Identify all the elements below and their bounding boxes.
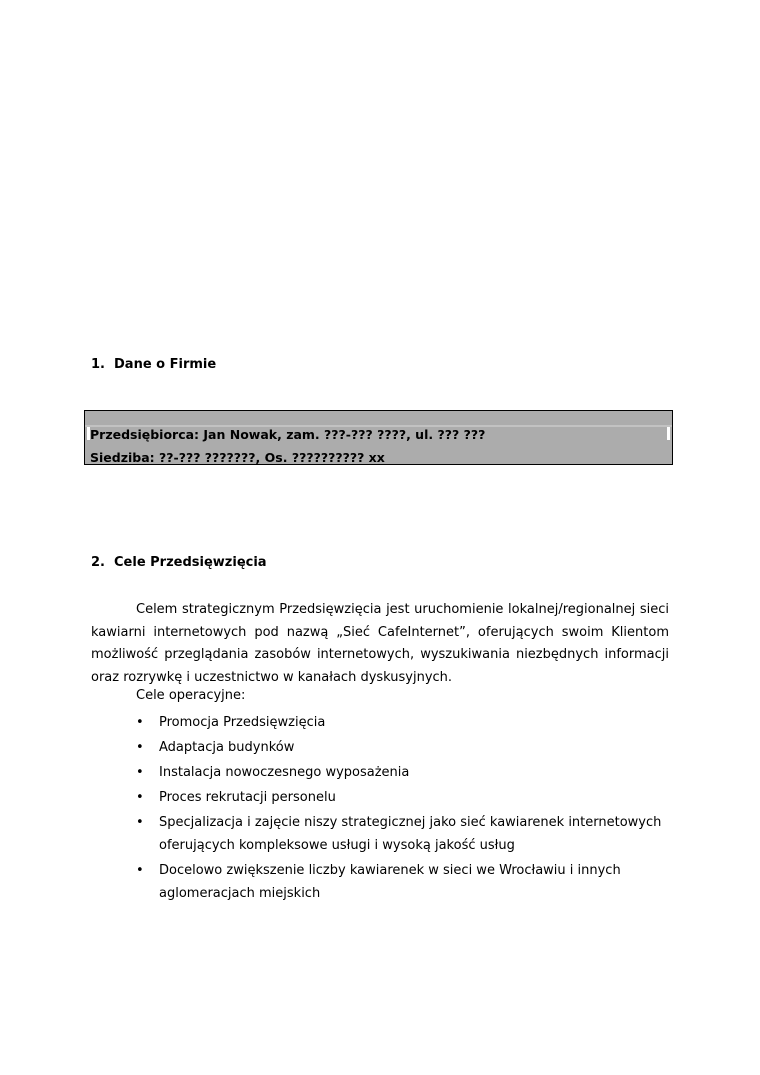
list-item [91,859,669,905]
list-item [91,711,669,734]
bullet-icon: • [136,740,144,755]
section-number: 2. [91,555,105,570]
bullet-icon: • [136,815,144,830]
bullet-icon: • [136,765,144,780]
list-item [91,761,669,784]
list-item [91,736,669,759]
field-marker-right [667,427,670,440]
section-heading-goals [91,555,267,570]
bullet-icon: • [136,715,144,730]
section-heading-company-data [91,357,216,372]
list-item [91,786,669,809]
operational-goals-list [91,711,669,907]
list-item-text: Instalacja nowoczesnego wyposażenia [159,765,410,780]
list-item-text: Docelowo zwiększenie liczby kawiarenek w sieci we Wrocławiu i innych aglomeracjach miejskich [159,863,621,901]
list-item-text: Promocja Przedsięwzięcia [159,715,326,730]
list-item [91,811,669,857]
list-item-text: Specjalizacja i zajęcie niszy strategicznej jako sieć kawiarenek internetowych oferujących kompleksowe usługi i wysoką jakość usług [159,815,662,853]
list-item-text: Proces rekrutacji personelu [159,790,336,805]
section-number: 1. [91,357,105,372]
bullet-icon: • [136,790,144,805]
list-item-text: Adaptacja budynków [159,740,295,755]
section-title: Dane o Firmie [114,357,217,372]
strategic-goal-paragraph: Celem strategicznym Przedsięwzięcia jest uruchomienie lokalnej/regionalnej sieci kawiarni internetowych pod nazwą „Sieć CafeInternet”, oferujących swoim Klientom możliwość przeglądania zasobów internetowych, wyszukiwania niezbędnych informacji oraz rozrywkę i uczestnictwo w kanałach dyskusyjnych. [91,602,669,685]
company-info-box [84,410,673,465]
entrepreneur-line: Przedsiębiorca: Jan Nowak, zam. ???-??? ????, ul. ??? ??? [90,427,486,442]
bullet-icon: • [136,863,144,878]
section-title: Cele Przedsięwzięcia [114,555,267,570]
headquarters-line: Siedziba: ??-??? ???????, Os. ?????????? xx [90,450,385,465]
operational-goals-label: Cele operacyjne: [136,688,246,703]
